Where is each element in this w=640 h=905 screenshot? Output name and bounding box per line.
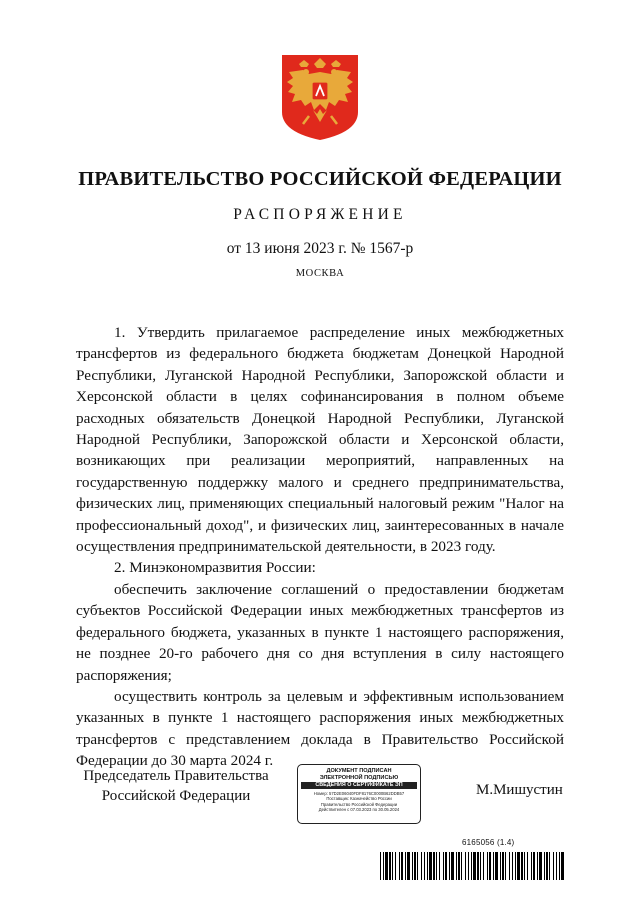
stamp-cert-header: СВЕДЕНИЯ О СЕРТИФИКАТЕ ЭП — [301, 782, 417, 789]
paragraph-4: осуществить контроль за целевым и эффективным использованием указанных в пункте 1 настоящего распоряжения иных межбюджетных трансфертов с представлением доклада в Правительство Российской Федерации до 30 марта 2024 г. — [76, 687, 564, 770]
stamp-title-line1: ДОКУМЕНТ ПОДПИСАН — [326, 768, 392, 774]
barcode-bar — [461, 852, 462, 880]
document-city: МОСКВА — [295, 268, 345, 279]
barcode-bar — [524, 852, 525, 880]
barcode-bar — [533, 852, 535, 880]
barcode-bar — [477, 852, 479, 880]
barcode-bar — [480, 852, 481, 880]
barcode-bar — [427, 852, 428, 880]
barcode-bar — [407, 852, 410, 880]
barcode-bar — [399, 852, 400, 880]
paragraph-3: обеспечить заключение соглашений о предоставлении бюджетам субъектов Российской Федерации иных межбюджетных трансфертов из федерального бюджета, указанных в пункте 1 настоящего распоряжения, не позднее 20-го рабочего дня со дня вступления в силу настоящего распоряжения; — [76, 580, 564, 684]
signatory-title — [78, 766, 274, 806]
stamp-validity: Действителен с 07.03.2023 по 30.05.2024 — [318, 806, 400, 812]
stamp-owner: Правительство Российской Федерации — [320, 801, 398, 807]
barcode-bar — [449, 852, 450, 880]
barcode-bar — [521, 852, 523, 880]
barcode-bar — [471, 852, 472, 880]
barcode-bar — [505, 852, 506, 880]
barcode-bar — [559, 852, 560, 880]
barcode-bar — [412, 852, 413, 880]
barcode-bar — [500, 852, 501, 880]
barcode-bar — [458, 852, 460, 880]
barcode-bar — [380, 852, 381, 880]
barcode-bar — [456, 852, 457, 880]
stamp-title-line2: ЭЛЕКТРОННОЙ ПОДПИСЬЮ — [319, 774, 399, 781]
barcode-bar — [392, 852, 393, 880]
government-title: ПРАВИТЕЛЬСТВО РОССИЙСКОЙ ФЕДЕРАЦИИ — [78, 168, 562, 190]
barcode-bar — [389, 852, 391, 880]
barcode-bar — [401, 852, 403, 880]
document-date-number: от 13 июня 2023 г. № 1567-р — [226, 240, 414, 257]
emblem-icon — [279, 52, 361, 142]
barcode-bar — [473, 852, 476, 880]
barcode-bar — [512, 852, 513, 880]
barcode-bar — [421, 852, 422, 880]
barcode-bar — [527, 852, 528, 880]
barcode-bar — [443, 852, 444, 880]
signatory-title-line2: Российской Федерации — [101, 788, 251, 804]
barcode-bar — [445, 852, 447, 880]
barcode-bar — [414, 852, 416, 880]
barcode-bar — [517, 852, 520, 880]
barcode-bar — [417, 852, 418, 880]
barcode-bar — [556, 852, 557, 880]
barcode-bar — [405, 852, 406, 880]
barcode-bar — [549, 852, 550, 880]
barcode-bar — [395, 852, 396, 880]
paragraph-1: 1. Утвердить прилагаемое распределение иных межбюджетных трансфертов из федерального бюджета бюджетам Донецкой Народной Республики, Луганской Народной Республики, Запорожской области и Херсонской области в целях софинансирования в полном объеме расходных обязательств Донецкой Народной Республики, Луганской Народной Республики, Запорожской области и Херсонской области, возникающих при реализации мероприятий, направленных на государственную поддержку малого и среднего предпринимательства, физических лиц, применяющих специальный налоговый режим "Налог на профессиональный доход", и физических лиц, заинтересованных в начале осуществления предпринимательской деятельности, в 2023 году. — [76, 324, 564, 556]
barcode-bar — [553, 852, 554, 880]
barcode-bar — [451, 852, 454, 880]
barcode-bar — [468, 852, 469, 880]
barcode-bar — [487, 852, 488, 880]
stamp-provider: Поставщик: Казначейство России — [326, 796, 392, 802]
barcode-icon — [380, 852, 564, 880]
barcode-bar — [495, 852, 498, 880]
paragraph-2: 2. Минэкономразвития России: — [114, 559, 316, 577]
barcode-bar — [439, 852, 440, 880]
stamp-cert-number: Номер: 57D2E06040FDF8176C0000B62DDB57 — [313, 791, 405, 796]
barcode-bar — [465, 852, 466, 880]
barcode-bar — [544, 852, 545, 880]
barcode-bar — [489, 852, 491, 880]
barcode-bar — [539, 852, 542, 880]
barcode-bar — [515, 852, 516, 880]
electronic-signature-stamp — [297, 764, 421, 824]
barcode-bar — [531, 852, 532, 880]
barcode-bar — [424, 852, 425, 880]
barcode-bar — [483, 852, 484, 880]
barcode-bar — [433, 852, 435, 880]
barcode-bar — [502, 852, 504, 880]
document-type: РАСПОРЯЖЕНИЕ — [233, 206, 407, 223]
barcode-bar — [429, 852, 432, 880]
barcode-bar — [537, 852, 538, 880]
barcode-bar — [561, 852, 564, 880]
barcode-bar — [493, 852, 494, 880]
barcode-bar — [385, 852, 388, 880]
barcode-number: 6165056 (1.4) — [462, 838, 515, 847]
document-body — [76, 322, 564, 772]
barcode-bar — [509, 852, 510, 880]
barcode-bar — [546, 852, 548, 880]
signatory-name: М.Мишустин — [476, 782, 563, 798]
barcode-bar — [383, 852, 384, 880]
signatory-title-line1: Председатель Правительства — [83, 768, 269, 784]
barcode-bar — [436, 852, 437, 880]
